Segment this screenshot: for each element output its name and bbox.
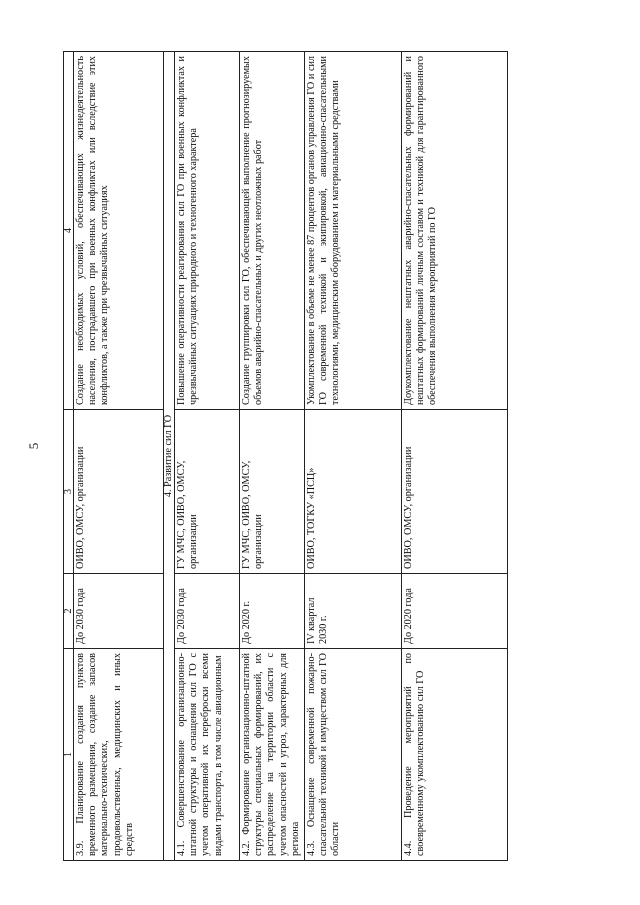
section-title: 4. Развитие сил ГО: [164, 52, 175, 861]
result-cell: Доукомплектование нештатных аварийно-спасательных формирований и нештатных формирований личным составом и техникой для гарантированного обеспечения выполнения мероприятий по ГО: [402, 52, 508, 410]
table-row: [305, 52, 402, 861]
executors-cell: ОИВО, ОМСУ, организации: [402, 410, 508, 574]
table-row: [74, 52, 164, 861]
header-col-4: 4: [64, 52, 74, 410]
result-cell: Укомплектование в объеме не менее 87 процентов органов управления ГО и сил ГО современной техникой и экипировкой, авиационно-спасательными технологиями, медицинским оборудованием и материальными средствами: [305, 52, 402, 410]
result-cell: Повышение оперативности реагирования сил ГО при военных конфликтах и чрезвычайных ситуациях природного и техногенного характера: [175, 52, 240, 410]
table-header-row: [64, 52, 74, 861]
header-col-3: 3: [64, 410, 74, 574]
executors-cell: ОИВО, ОМСУ, организации: [74, 410, 164, 574]
deadline-cell: До 2020 г.: [240, 574, 305, 649]
result-cell: Создание необходимых условий, обеспечивающих жизнедеятельность населения, пострадавшего при военных конфликтах или вследствие этих конфликтов, а также при чрезвычайных ситуациях: [74, 52, 164, 410]
deadline-cell: IV квартал 2030 г.: [305, 574, 402, 649]
measure-cell: 4.3. Оснащение современной пожарно-спасательной техникой и имуществом сил ГО области: [305, 649, 402, 861]
measure-cell: 3.9. Планирование создания пунктов временного размещения, создание запасов материально-технических, продовольственных, медицинских и иных средств: [74, 649, 164, 861]
deadline-cell: До 2020 года: [402, 574, 508, 649]
executors-cell: ОИВО, ТОГКУ «ПСЦ»: [305, 410, 402, 574]
measure-cell: 4.4. Проведение мероприятий по своевременному укомплектованию сил ГО: [402, 649, 508, 861]
header-col-1: 1: [64, 649, 74, 861]
measure-cell: 4.2. Формирование организационно-штатной структуры специальных формирований, их распределение на территории области с учетом опасностей и угроз, характерных для региона: [240, 649, 305, 861]
deadline-cell: До 2030 года: [175, 574, 240, 649]
plan-table: [63, 51, 508, 861]
table-row: [402, 52, 508, 861]
executors-cell: ГУ МЧС, ОИВО, ОМСУ, организации: [175, 410, 240, 574]
header-col-2: 2: [64, 574, 74, 649]
section-row: [164, 52, 175, 861]
executors-cell: ГУ МЧС, ОИВО, ОМСУ, организации: [240, 410, 305, 574]
table-row: [175, 52, 240, 861]
table-row: [240, 52, 305, 861]
deadline-cell: До 2030 года: [74, 574, 164, 649]
result-cell: Создание группировки сил ГО, обеспечивающей выполнение прогнозируемых объемов аварийно-спасательных и других неотложных работ: [240, 52, 305, 410]
page-number: 5: [26, 442, 41, 450]
rotated-table-sheet: [63, 52, 613, 861]
measure-cell: 4.1. Совершенствование организационно-штатной структуры и оснащения сил ГО с учетом оперативной их переброски всеми видами транспорта, в том числе авиационным: [175, 649, 240, 861]
